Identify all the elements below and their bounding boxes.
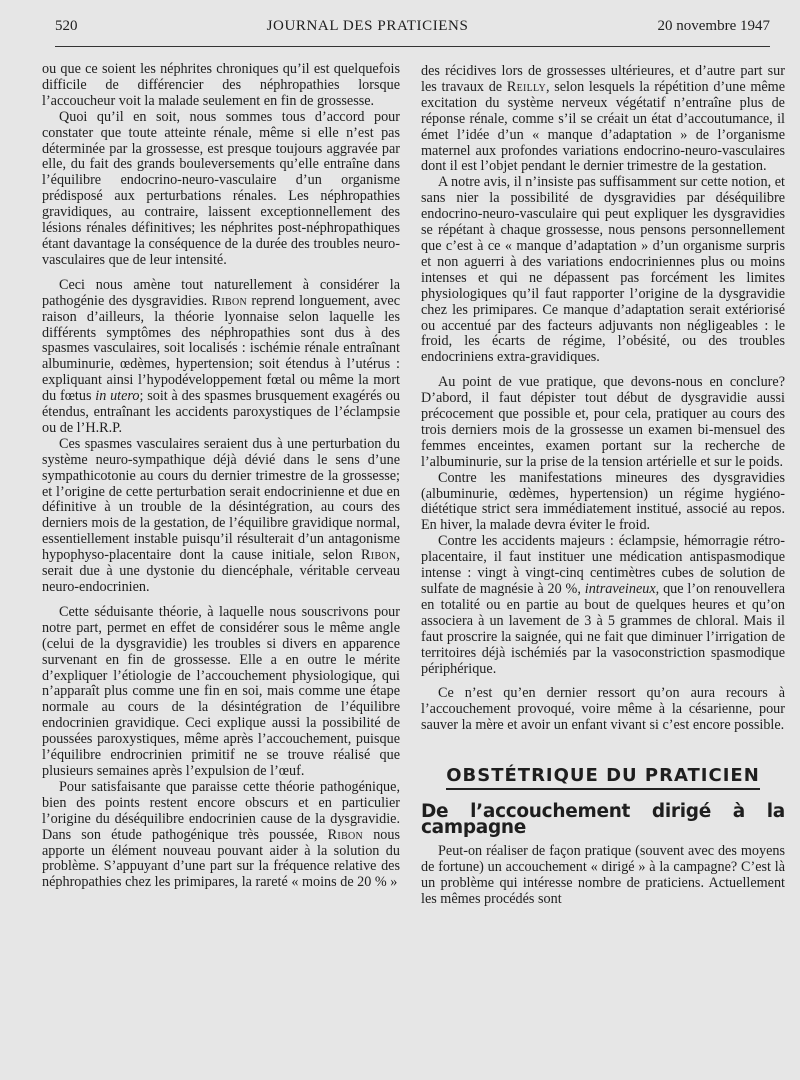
running-header — [55, 18, 770, 42]
journal-title: JOURNAL DES PRATICIENS — [266, 18, 469, 34]
article-title: De l’accouchement dirigé à la campagne — [421, 801, 785, 838]
author-name: Ribon — [327, 826, 364, 843]
author-name: Ribon — [211, 292, 247, 309]
paragraph: Au point de vue pratique, que devons-nous en conclure? D’abord, il faut dépister tout début de dysgravidie aussi précocement que possible et, pour cela, pratiquer au cours des trois derniers mois de la grossesse un examen bi-mensuel des femmes enceintes, examen portant sur la recherche de l’albuminurie, sur la prise de la tension artérielle et sur le poids. — [421, 374, 785, 470]
issue-date: 20 novembre 1947 — [657, 18, 770, 34]
paragraph: Contre les accidents majeurs : éclampsie, hémorragie rétro-placentaire, il faut instituer une médication antispasmodique intense : vingt à vingt-cinq centimètres cubes de solution de sulfate de magnésie à 20 %, intraveineux, que l’on renouvellera en totalité ou en partie au bout de quelques heures et qu’on associera à un lavement de 3 à 5 grammes de chloral. Mais il faut proscrire la saignée, qui ne fait que diminuer l’irrigation de territoires déjà ischémiés par la vasoconstriction spasmodique périphérique. — [421, 533, 786, 677]
page-number: 520 — [55, 18, 78, 34]
paragraph: Peut-on réaliser de façon pratique (souvent avec des moyens de fortune) un accouchement « dirigé » à la campagne? C’est là un problème qui intéresse nombre de praticiens. Actuellement les mêmes procédés sont — [421, 842, 785, 907]
author-name: Reilly — [506, 78, 546, 95]
header-rule — [55, 46, 770, 47]
section-title: OBSTÉTRIQUE DU PRATICIEN — [421, 768, 785, 784]
paragraph: Quoi qu’il en soit, nous sommes tous d’accord pour constater que toute atteinte rénale, même si elle n’est pas déterminée par la grossesse, est presque toujours aggravée par elle, du fait des grands bouleversements qu’elle entraîne dans l’équilibre endocrino-neuro-vasculaire d’un organisme prédisposé aux perturbations rénales. Les néphropathies gravidiques, au contraire, laissent exceptionnellement des lésions rénales définitives; les néphrites post-néphropathiques étant davantage la conséquence de la durée des troubles neuro-vasculaires que de leur intensité. — [42, 108, 400, 268]
paragraph: Ces spasmes vasculaires seraient dus à une perturbation du système neuro-sympathique déjà dévié dans le sens d’une sympathicotonie au cours du dernier trimestre de la grossesse; et l’origine de cette perturbation serait endocrinienne et due en définitive à un trouble de la désintégration, au cours des derniers mois de la gestation, de l’équilibre gravidique normal, essentiellement instable puisqu’il résulterait d’un antagonisme hypophyso-placentaire dont la cause initiale, selon Ribon, serait due à une dystonie du diencéphale, véritable cerveau neuro-endocrinien. — [42, 435, 400, 595]
paragraph: Ce n’est qu’en dernier ressort qu’on aura recours à l’accouchement provoqué, voire même à la césarienne, pour sauver la mère et avoir un enfant vivant si c’est encore possible. — [421, 685, 785, 734]
left-column — [42, 62, 400, 891]
paragraph: A notre avis, il n’insiste pas suffisamment sur cette notion, et sans nier la possibilité de dysgravidies par déséquilibre endocrino-neuro-vasculaire qui peut expliquer les dysgravidies se répétant à chaque grossesse, nous pensons personnellement que c’est à ce « manque d’adaptation » d’un organisme surpris et non aguerri à des variations endocriniennes plus ou moins intenses et qui ne dépassent pas forcément les limites physiologiques qu’il faut rapporter l’origine de la dysgravidie chez les primipares. Ce manque d’adaptation serait extériorisé ou accentué par des facteurs adjuvants non négligeables : le froid, les écarts de régime, l’obésité, ou des troubles endocriniens extra-gravidiques. — [421, 174, 785, 366]
right-column — [421, 64, 785, 908]
paragraph: Pour satisfaisante que paraisse cette théorie pathogénique, bien des points restent encore obscurs et en particulier l’origine du déséquilibre endocrinien cause de la dysgravidie. Dans son étude pathogénique très poussée, Ribon nous apporte un élément nouveau pouvant aider à la solution du problème. S’appuyant d’une part sur la fréquence relative des néphropathies chez les primipares, la rareté « moins de 20 % » — [42, 778, 401, 891]
author-name: Ribon — [361, 547, 397, 564]
paragraph: ou que ce soient les néphrites chroniques qu’il est quelquefois difficile de différencier des néphropathies lorsque l’accoucheur voit la malade seulement en fin de grossesse. — [42, 61, 400, 109]
paragraph: des récidives lors de grossesses ultérieures, et d’autre part sur les travaux de Reilly, selon lesquels la répétition d’une même excitation du système nerveux végétatif n’entraîne plus de réponse rénale, comme s’il se créait un état d’accoutumance, il émet l’idée d’un « manque d’adaptation » de l’organisme maternel aux profondes variations endocrino-neuro-vasculaires dont il est l’objet pendant le dernier trimestre de la gestation. — [421, 63, 785, 175]
paragraph: Ceci nous amène tout naturellement à considérer la pathogénie des dysgravidies. Ribon reprend longuement, avec raison d’ailleurs, la théorie lyonnaise selon laquelle les différents symptômes des néphropathies sont dus à des spasmes vasculaires, soit localisés : ischémie rénale entraînant albuminurie, œdèmes, hypertension; soit étendus à l’utérus : expliquant ainsi l’hypodéveloppement fœtal ou même la mort du fœtus in utero; soit à des spasmes brusquement exagérés ou étendus, entraînant les accidents paroxystiques de l’éclampsie ou de l’H.R.P. — [42, 276, 401, 436]
paragraph: Cette séduisante théorie, à laquelle nous souscrivons pour notre part, permet en effet de considérer sous le même angle (celui de la dysgravidie) les troubles si divers en apparence survenant en fin de grossesse. Elle a en outre le mérite d’expliquer l’étiologie de l’accouchement physiologique, qui n’apparaît plus comme une fin en soi, mais comme une étape normale au cours de la désintégration de l’équilibre endocrinien gravidique. Ceci explique aussi la possibilité de poussées paroxystiques, même après l’accouchement, puisque l’équilibre endrocrinien primitif ne se trouve réalisé que plusieurs semaines après l’expulsion de l’œuf. — [42, 603, 400, 779]
paragraph: Contre les manifestations mineures des dysgravidies (albuminurie, œdèmes, hypertension) un régime hygiéno-diététique strict sera immédiatement institué, associé au repos. En hiver, la malade devra éviter le froid. — [421, 469, 785, 534]
